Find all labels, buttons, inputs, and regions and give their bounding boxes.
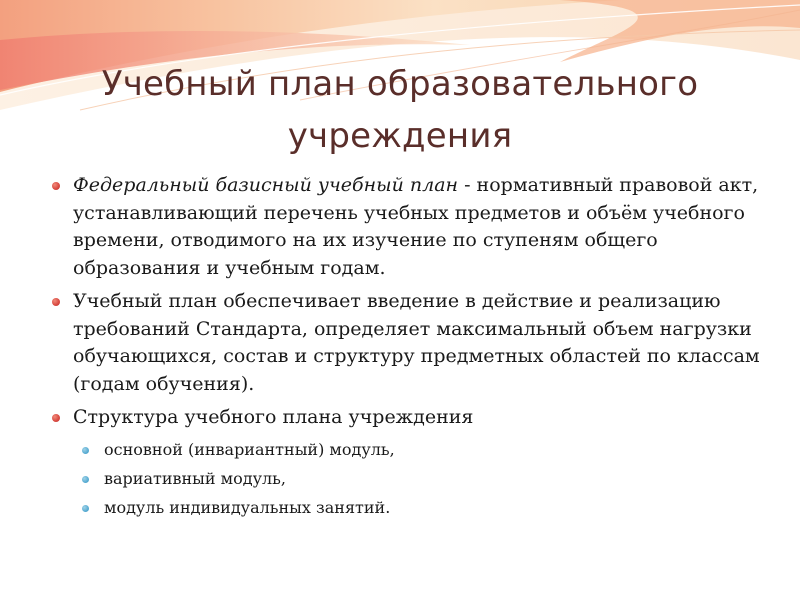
sub-bullet-text: основной (инвариантный) модуль, bbox=[104, 439, 395, 459]
bullet-dot-icon bbox=[52, 298, 60, 306]
sub-bullet-text: вариативный модуль, bbox=[104, 468, 286, 488]
bullet-item-2 bbox=[48, 288, 768, 398]
sub-bullet-dot-icon bbox=[82, 447, 89, 454]
bullet-item-1 bbox=[48, 172, 768, 282]
sub-bullet-list bbox=[48, 438, 768, 520]
slide-title: Учебный план образовательного учреждения bbox=[101, 64, 699, 156]
bullet-dot-icon bbox=[52, 182, 60, 190]
sub-bullet-dot-icon bbox=[82, 505, 89, 512]
sub-bullet-item bbox=[48, 438, 768, 462]
bullet-list bbox=[48, 172, 768, 432]
bullet-text: - нормативный правовой акт, устанавливающий перечень учебных предметов и объём учебного времени, отводимого на их изучение по ступеням общего образования и учебным годам. bbox=[73, 174, 759, 279]
bullet-dot-icon bbox=[52, 414, 60, 422]
sub-bullet-text: модуль индивидуальных занятий. bbox=[104, 497, 391, 517]
bullet-text: Учебный план обеспечивает введение в действие и реализацию требований Стандарта, определяет максимальный объем нагрузки обучающихся, состав и структуру предметных областей по классам (годам обучения). bbox=[73, 290, 760, 395]
bullet-text: Структура учебного плана учреждения bbox=[73, 406, 474, 428]
sub-bullet-item bbox=[48, 467, 768, 491]
sub-bullet-item bbox=[48, 496, 768, 520]
sub-bullet-dot-icon bbox=[82, 476, 89, 483]
bullet-item-3 bbox=[48, 404, 768, 432]
slide-content bbox=[48, 172, 768, 525]
bullet-emphasis: Федеральный базисный учебный план bbox=[73, 174, 459, 196]
